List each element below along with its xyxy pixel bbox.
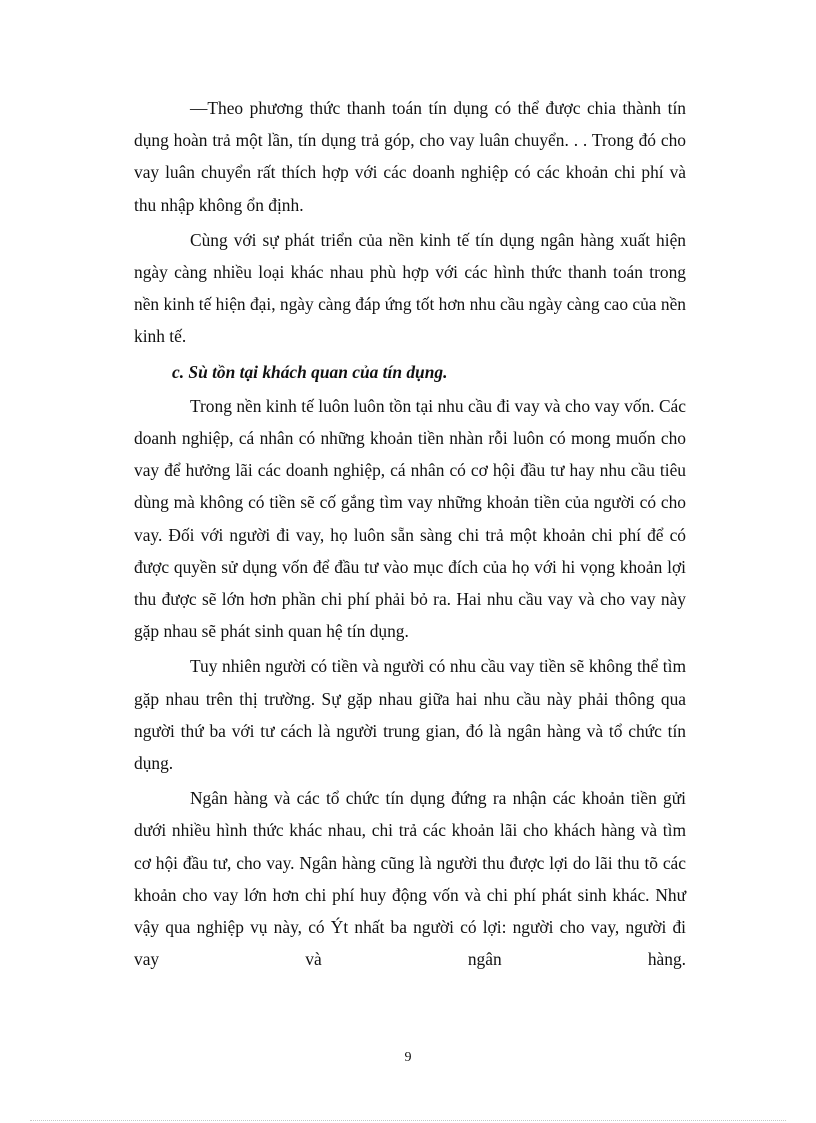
paragraph-bank-role: Ngân hàng và các tổ chức tín dụng đứng ra nhận các khoản tiền gửi dưới nhiều hình thức khác nhau, chi trả các khoản lãi cho khách hàng và tìm cơ hội đầu tư, cho vay. Ngân hàng cũng là người thu được lợi do lãi thu tõ các khoản cho vay lớn hơn chi phí huy động vốn và chi phí phát sinh khác. Như vậy qua nghiệp vụ này, có Ýt nhất ba người có lợi: người cho vay, người đi vay và ngân hàng. (134, 788, 686, 970)
paragraph-credit-payment-method: —Theo phương thức thanh toán tín dụng có thể được chia thành tín dụng hoàn trả một lần, tín dụng trả góp, cho vay luân chuyển. . . Trong đó cho vay luân chuyển rất thích hợp với các doanh nghiệp có các khoản chi phí và thu nhập không ổn định. (134, 98, 686, 215)
paragraph-credit-development: Cùng với sự phát triển của nền kinh tế tín dụng ngân hàng xuất hiện ngày càng nhiều loại khác nhau phù hợp với các hình thức thanh toán trong nền kinh tế hiện đại, ngày càng đáp ứng tốt hơn nhu cầu ngày càng cao của nền kinh tế. (134, 229, 686, 347)
page-number: 9 (404, 1050, 412, 1065)
paragraph-borrowing-demand: Trong nền kinh tế luôn luôn tồn tại nhu cầu đi vay và cho vay vốn. Các doanh nghiệp, cá nhân có những khoản tiền nhàn rỗi luôn có mong muốn cho vay để hưởng lãi các doanh nghiệp, cá nhân có cơ hội đầu tư hay nhu cầu tiêu dùng mà không có tiền sẽ cố gắng tìm vay những khoản tiền của người có cho vay. Đối với người đi vay, họ luôn sẵn sàng chi trả một khoản chi phí để có được quyền sử dụng vốn để đầu tư vào mục đích của họ với hi vọng khoản lợi thu được sẽ lớn hơn phần chi phí phải bỏ ra. Hai nhu cầu vay và cho vay này gặp nhau sẽ phát sinh quan hệ tín dụng. (134, 395, 686, 642)
paragraph-intermediary: Tuy nhiên người có tiền và người có nhu cầu vay tiền sẽ không thể tìm gặp nhau trên thị trường. Sự gặp nhau giữa hai nhu cầu này phải thông qua người thứ ba với tư cách là người trung gian, đó là ngân hàng và tổ chức tín dụng. (134, 656, 686, 774)
page-bottom-divider (30, 1120, 786, 1121)
section-heading: c. Sù tồn tại khách quan của tín dụng. (172, 361, 448, 382)
body-text (134, 92, 686, 978)
